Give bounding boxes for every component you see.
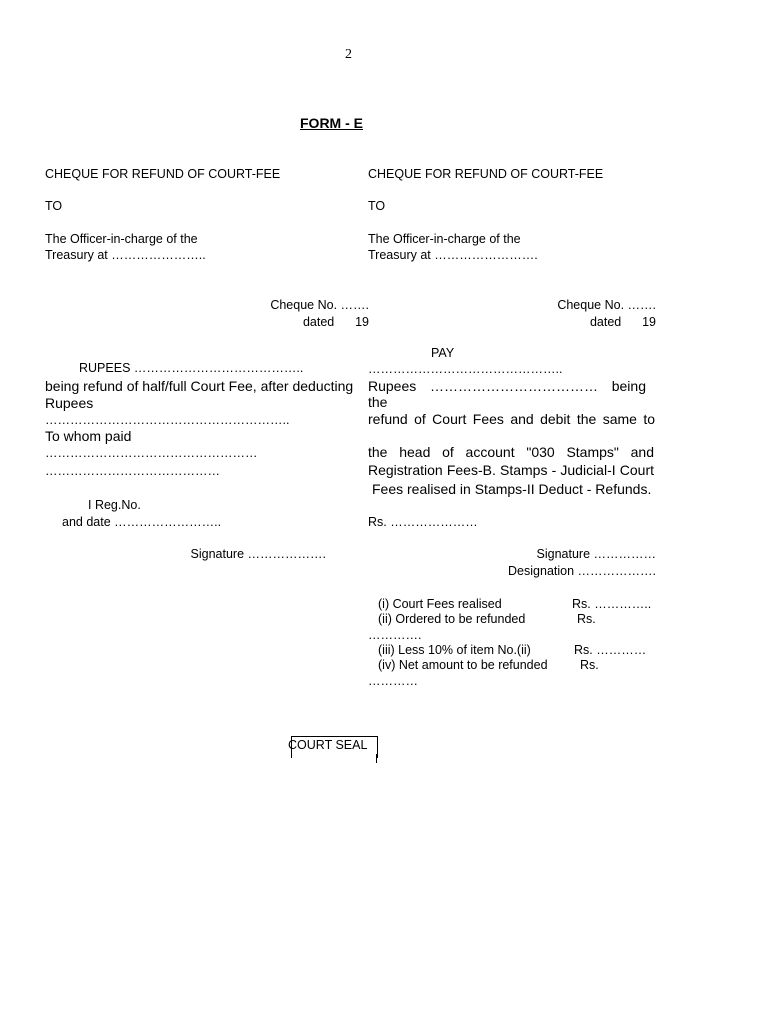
left-dots-line1: ………………………………………………….. [45, 413, 290, 427]
form-title: FORM - E [300, 115, 363, 131]
right-rupees-line: Rupees ……………………………… being the [368, 378, 646, 410]
left-to-label: TO [45, 199, 63, 213]
left-signature: Signature ………………. [190, 547, 326, 561]
right-dated: dated 19 [589, 315, 656, 329]
right-pay: PAY [431, 346, 455, 360]
item-label: (iv) Net amount to be refunded [378, 658, 548, 672]
left-and-date: and date …………………….. [62, 515, 222, 529]
left-rupees-word: Rupees [45, 395, 94, 411]
left-dated: dated 19 [302, 315, 369, 329]
left-officer-line1: The Officer-in-charge of the [45, 232, 198, 246]
right-registration-line: Registration Fees-B. Stamps - Judicial-I Court [368, 462, 654, 478]
right-head-line: the head of account "030 Stamps" and [368, 444, 654, 460]
left-heading: CHEQUE FOR REFUND OF COURT-FEE [45, 167, 281, 181]
item-amount: Rs. ………….. [572, 597, 652, 611]
item-label: (iii) Less 10% of item No.(ii) [378, 643, 531, 657]
page-number: 2 [345, 47, 352, 62]
left-dots-line2: …………………………………………… [45, 446, 258, 460]
left-to-whom-paid: To whom paid [45, 428, 132, 444]
left-cheque-no: Cheque No. ……. [270, 298, 369, 312]
item-label: (ii) Ordered to be refunded [378, 612, 526, 626]
left-reg-no: I Reg.No. [88, 498, 141, 512]
right-officer-line2: Treasury at ……………………. [368, 248, 538, 262]
item-amount: Rs. ………… [574, 643, 647, 657]
right-cheque-no: Cheque No. ……. [557, 298, 656, 312]
court-seal-right-tick [376, 754, 377, 763]
right-fees-line: Fees realised in Stamps-II Deduct - Refunds. [372, 481, 652, 497]
right-heading: CHEQUE FOR REFUND OF COURT-FEE [368, 167, 604, 181]
left-dots-line3: …………………………………… [45, 464, 220, 478]
right-pay-dots: ……………………………………….. [368, 362, 563, 376]
right-signature: Signature …………… [536, 547, 656, 561]
court-seal-label: COURT SEAL [288, 738, 368, 752]
right-rs: Rs. ………………… [368, 515, 478, 529]
left-refund-line: being refund of half/full Court Fee, after deducting [45, 378, 354, 394]
item-amount: Rs. [580, 658, 599, 672]
right-to-label: TO [368, 199, 386, 213]
right-refund-line: refund of Court Fees and debit the same to [368, 411, 655, 427]
item-continuation: ………… [368, 674, 418, 688]
left-rupees: RUPEES ………………………………….. [79, 361, 304, 375]
right-designation: Designation ………………. [508, 564, 656, 578]
left-officer-line2: Treasury at ………………….. [45, 248, 206, 262]
item-continuation: …………. [368, 628, 422, 642]
item-label: (i) Court Fees realised [378, 597, 502, 611]
item-amount: Rs. [577, 612, 596, 626]
right-officer-line1: The Officer-in-charge of the [368, 232, 521, 246]
